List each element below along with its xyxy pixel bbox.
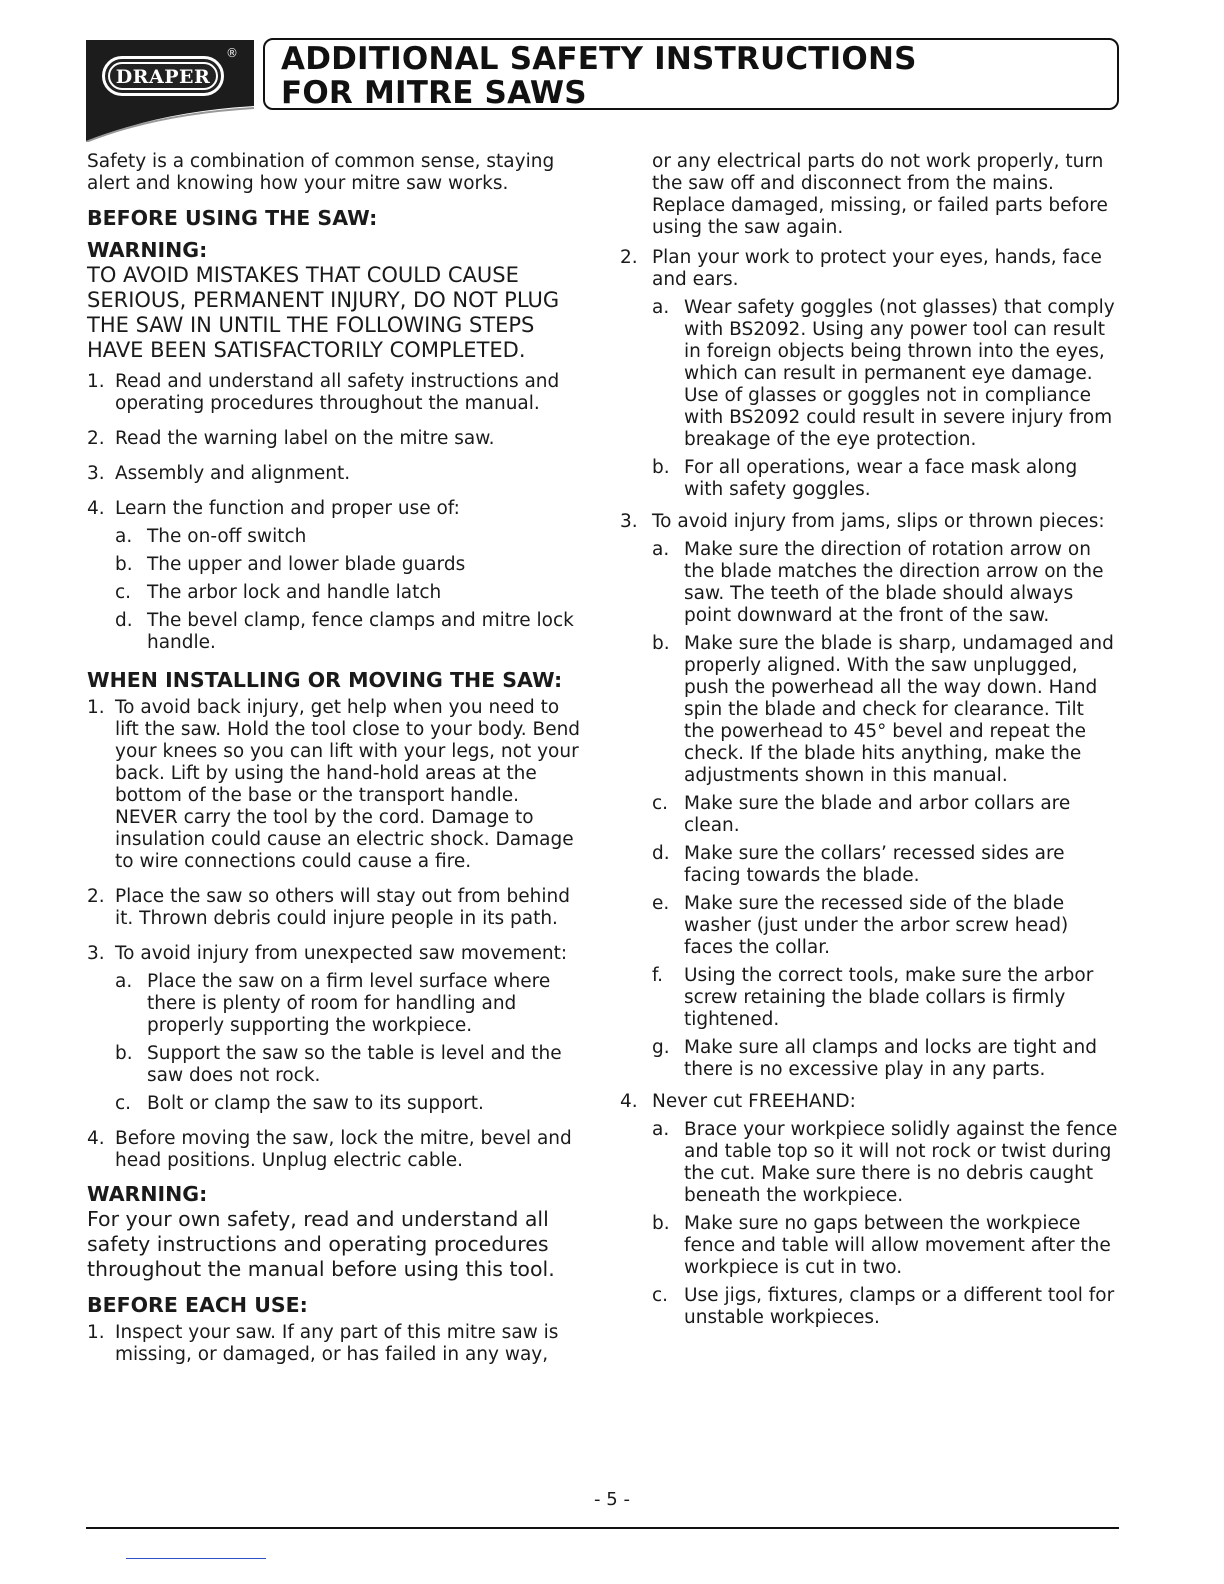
list-item bbox=[87, 943, 587, 1115]
sub-text: The on-off switch bbox=[147, 526, 307, 547]
sub-item bbox=[652, 965, 1120, 1031]
before-each-use-list-continued bbox=[620, 247, 1120, 1329]
sub-letter: b. bbox=[115, 554, 133, 575]
sub-letter: b. bbox=[652, 633, 670, 654]
sub-text: Make sure the collars’ recessed sides are facing towards the blade. bbox=[684, 843, 1065, 886]
sub-letter: c. bbox=[115, 582, 132, 603]
sub-item bbox=[115, 971, 587, 1037]
item-number: 3. bbox=[620, 511, 638, 532]
sub-text: Using the correct tools, make sure the arbor screw retaining the blade collars is firmly tightened. bbox=[684, 965, 1094, 1030]
item-number: 2. bbox=[87, 886, 105, 907]
sub-item bbox=[115, 610, 587, 654]
warning-heading: WARNING: bbox=[87, 1182, 208, 1206]
item-number: 4. bbox=[620, 1091, 638, 1112]
title-line-1: ADDITIONAL SAFETY INSTRUCTIONS bbox=[281, 41, 917, 77]
footer-link-underline bbox=[126, 1558, 266, 1559]
sub-text: Make sure the blade is sharp, undamaged and properly aligned. With the saw unplugged, push the powerhead all the way down. Hand spin the blade and check for clearance. Tilt the powerhead to 45° bevel and repeat the check. If the blade hits anything, make the adjustments shown in this manual. bbox=[684, 633, 1114, 786]
sub-text: Place the saw on a firm level surface where there is plenty of room for handling and properly supporting the workpiece. bbox=[147, 971, 551, 1036]
sub-text: Make sure all clamps and locks are tight and there is no excessive play in any parts. bbox=[684, 1037, 1098, 1080]
sub-letter: c. bbox=[115, 1093, 132, 1114]
item-text: To avoid injury from jams, slips or thrown pieces: bbox=[652, 511, 1105, 532]
right-column bbox=[620, 151, 1120, 1342]
sub-text: Wear safety goggles (not glasses) that comply with BS2092. Using any power tool can result in foreign objects being thrown into the eyes, which can result in permanent eye damage. Use of glasses or goggles not in compliance with BS2092 could result in severe injury from breakage of the eye protection. bbox=[684, 297, 1115, 450]
page-title bbox=[281, 42, 917, 110]
sub-text: For all operations, wear a face mask along with safety goggles. bbox=[684, 457, 1078, 500]
sub-text: Use jigs, fixtures, clamps or a different tool for unstable workpieces. bbox=[684, 1285, 1115, 1328]
item-number: 4. bbox=[87, 498, 105, 519]
sub-item bbox=[652, 1213, 1120, 1279]
sub-text: Make sure the direction of rotation arrow on the blade matches the direction arrow on the saw. The teeth of the blade should always point downward at the front of the saw. bbox=[684, 539, 1104, 626]
sub-letter: b. bbox=[115, 1043, 133, 1064]
sub-item bbox=[652, 843, 1120, 887]
item-number: 2. bbox=[620, 247, 638, 268]
sub-text: The upper and lower blade guards bbox=[147, 554, 466, 575]
sub-item bbox=[115, 582, 587, 604]
before-using-list bbox=[87, 371, 587, 654]
left-column bbox=[87, 151, 587, 1379]
sub-letter: c. bbox=[652, 1285, 669, 1306]
registered-mark: ® bbox=[226, 46, 238, 60]
item-number: 2. bbox=[87, 428, 105, 449]
sub-text: Make sure the recessed side of the blade washer (just under the arbor screw head) faces the collar. bbox=[684, 893, 1069, 958]
sub-letter: b. bbox=[652, 1213, 670, 1234]
sub-text: Support the saw so the table is level and the saw does not rock. bbox=[147, 1043, 562, 1086]
sub-item bbox=[652, 1285, 1120, 1329]
item-text: Place the saw so others will stay out from behind it. Thrown debris could injure people in its path. bbox=[115, 886, 570, 929]
sub-item bbox=[652, 539, 1120, 627]
page-number: - 5 - bbox=[594, 1489, 630, 1510]
warning-heading: WARNING: bbox=[87, 238, 208, 262]
sub-letter: a. bbox=[115, 971, 133, 992]
sub-letter: a. bbox=[115, 526, 133, 547]
item-text: Assembly and alignment. bbox=[115, 463, 351, 484]
sub-letter: d. bbox=[115, 610, 133, 631]
before-each-use-list bbox=[87, 1322, 587, 1366]
sub-letter: c. bbox=[652, 793, 669, 814]
logo-badge bbox=[102, 56, 224, 96]
warning-text: TO AVOID MISTAKES THAT COULD CAUSE SERIOUS, PERMANENT INJURY, DO NOT PLUG THE SAW IN UNTIL THE FOLLOWING STEPS HAVE BEEN SATISFACTORILY COMPLETED. bbox=[87, 263, 560, 362]
sub-letter: d. bbox=[652, 843, 670, 864]
item-text: Never cut FREEHAND: bbox=[652, 1091, 856, 1112]
sub-item bbox=[652, 297, 1120, 451]
sub-letter: g. bbox=[652, 1037, 670, 1058]
sub-item bbox=[115, 1093, 587, 1115]
list-item bbox=[87, 498, 587, 654]
sub-text: The bevel clamp, fence clamps and mitre lock handle. bbox=[147, 610, 574, 653]
sub-letter: a. bbox=[652, 539, 670, 560]
sub-item bbox=[652, 633, 1120, 787]
title-line-2: FOR MITRE SAWS bbox=[281, 75, 587, 111]
list-item bbox=[87, 1128, 587, 1172]
sub-text: Brace your workpiece solidly against the fence and table top so it will not rock or twist during the cut. Make sure there is no debris caught beneath the workpiece. bbox=[684, 1119, 1118, 1206]
sub-text: Bolt or clamp the saw to its support. bbox=[147, 1093, 484, 1114]
sub-text: Make sure no gaps between the workpiece fence and table will allow movement after the workpiece is cut in two. bbox=[684, 1213, 1111, 1278]
list-item bbox=[620, 511, 1120, 1081]
list-item bbox=[87, 1322, 587, 1366]
item-number: 1. bbox=[87, 371, 105, 392]
sub-letter: e. bbox=[652, 893, 670, 914]
sub-letter: a. bbox=[652, 297, 670, 318]
section-heading-installing: WHEN INSTALLING OR MOVING THE SAW: bbox=[87, 668, 563, 692]
section-heading-before-using: BEFORE USING THE SAW: bbox=[87, 206, 378, 230]
list-item bbox=[87, 428, 587, 450]
sub-item bbox=[115, 526, 587, 548]
item-number: 4. bbox=[87, 1128, 105, 1149]
warning-text: For your own safety, read and understand all safety instructions and operating procedures throughout the manual before using this tool. bbox=[87, 1207, 555, 1281]
list-item bbox=[87, 886, 587, 930]
item-text: Read the warning label on the mitre saw. bbox=[115, 428, 495, 449]
list-item bbox=[620, 247, 1120, 501]
item-text: Read and understand all safety instructions and operating procedures throughout the manual. bbox=[115, 371, 560, 414]
sub-item bbox=[652, 893, 1120, 959]
logo-text: DRAPER bbox=[108, 62, 218, 90]
brand-logo bbox=[86, 40, 256, 142]
item-number: 1. bbox=[87, 697, 105, 718]
item-text: To avoid back injury, get help when you need to lift the saw. Hold the tool close to your body. Bend your knees so you can lift with your legs, not your back. Lift by using the hand-hold areas at the bottom of the base or the transport handle. NEVER carry the tool by the cord. Damage to insulation could cause an electric shock. Damage to wire connections could cause a fire. bbox=[115, 697, 581, 872]
list-item bbox=[620, 1091, 1120, 1329]
sub-item bbox=[115, 1043, 587, 1087]
sub-item bbox=[652, 457, 1120, 501]
sub-text: The arbor lock and handle latch bbox=[147, 582, 442, 603]
sub-letter: f. bbox=[652, 965, 664, 986]
item-text: Before moving the saw, lock the mitre, bevel and head positions. Unplug electric cable. bbox=[115, 1128, 572, 1171]
continuation-text: or any electrical parts do not work properly, turn the saw off and disconnect from the mains. Replace damaged, missing, or failed parts before using the saw again. bbox=[652, 151, 1108, 238]
footer-divider bbox=[86, 1527, 1119, 1529]
sub-letter: a. bbox=[652, 1119, 670, 1140]
list-item bbox=[87, 371, 587, 415]
item-text: Inspect your saw. If any part of this mitre saw is missing, or damaged, or has failed in any way, bbox=[115, 1322, 559, 1365]
sub-item bbox=[652, 1119, 1120, 1207]
item-number: 3. bbox=[87, 943, 105, 964]
sub-text: Make sure the blade and arbor collars are clean. bbox=[684, 793, 1071, 836]
list-item bbox=[87, 463, 587, 485]
sub-letter: b. bbox=[652, 457, 670, 478]
sub-item bbox=[652, 1037, 1120, 1081]
item-text: Plan your work to protect your eyes, hands, face and ears. bbox=[652, 247, 1102, 290]
item-text: To avoid injury from unexpected saw movement: bbox=[115, 943, 568, 964]
page-title-box bbox=[263, 38, 1119, 110]
section-heading-before-each-use: BEFORE EACH USE: bbox=[87, 1293, 308, 1317]
intro-paragraph: Safety is a combination of common sense, staying alert and knowing how your mitre saw works. bbox=[87, 151, 555, 194]
item-number: 3. bbox=[87, 463, 105, 484]
sub-item bbox=[652, 793, 1120, 837]
item-text: Learn the function and proper use of: bbox=[115, 498, 460, 519]
list-item bbox=[87, 697, 587, 873]
item-number: 1. bbox=[87, 1322, 105, 1343]
installing-list bbox=[87, 697, 587, 1172]
sub-item bbox=[115, 554, 587, 576]
